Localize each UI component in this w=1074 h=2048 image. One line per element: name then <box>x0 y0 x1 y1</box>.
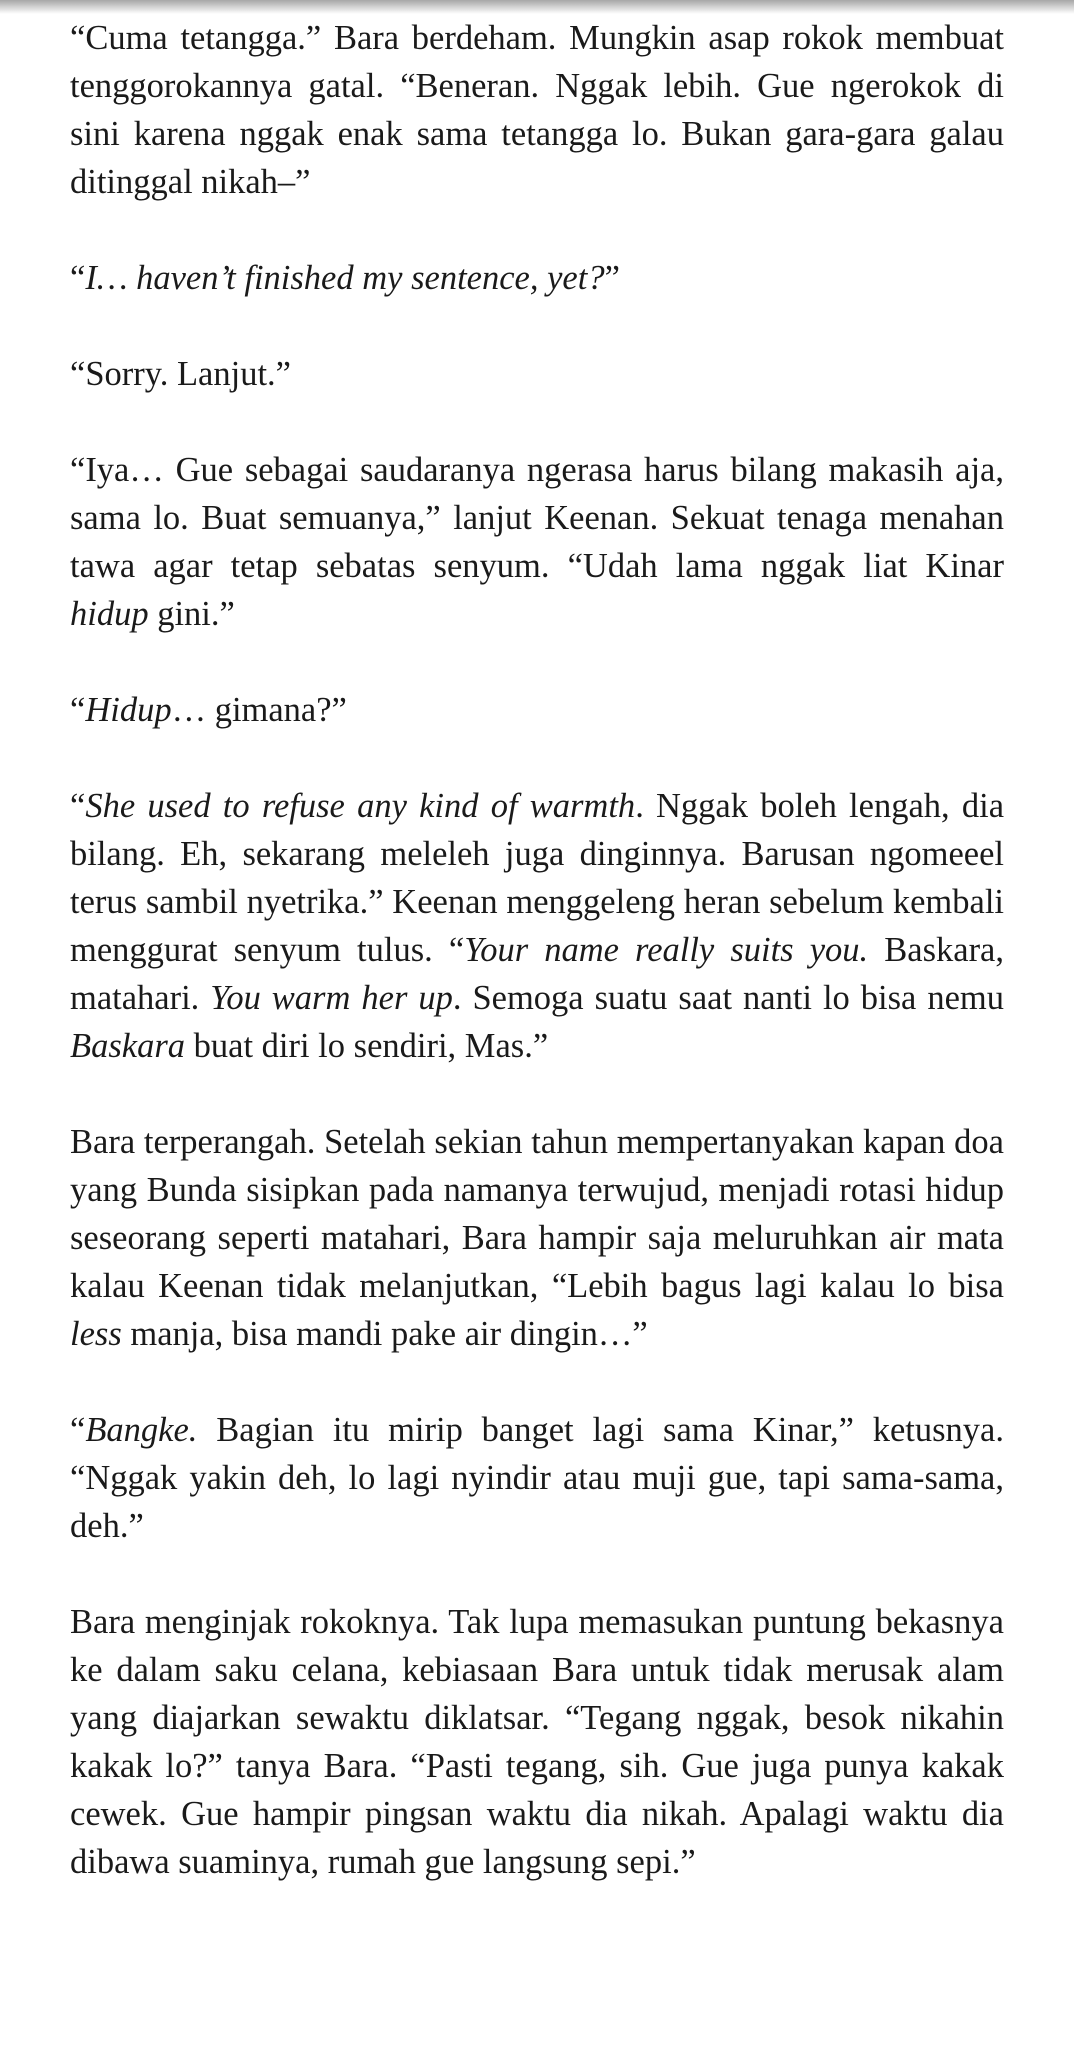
story-paragraph <box>70 254 1004 302</box>
text-run: “Cuma tetangga.” Bara berdeham. Mungkin asap rokok membuat tenggorokannya gatal. “Beneran. Nggak lebih. Gue ngerokok di sini karena nggak enak sama tetangga lo. Bukan gara-gara galau ditinggal nikah–” <box>70 19 1004 201</box>
story-paragraph <box>70 350 1004 398</box>
text-run: “ <box>70 1411 86 1449</box>
story-paragraph <box>70 686 1004 734</box>
italic-text-run: Hidup <box>85 691 172 729</box>
text-run: . Nggak boleh lengah, dia bilang. Eh, sekarang meleleh juga dinginnya. Barusan ngomeeel terus sambil nyetrika.” Keenan menggeleng heran sebelum kembali menggurat senyum tulus. “ <box>70 787 1005 969</box>
text-run: … gimana?” <box>171 691 347 729</box>
italic-text-run: Bangke. <box>85 1411 198 1449</box>
text-run: . Semoga suatu saat nanti lo bisa nemu <box>452 979 1004 1017</box>
text-run: Bara terperangah. Setelah sekian tahun mempertanyakan kapan doa yang Bunda sisipkan pada namanya terwujud, menjadi rotasi hidup seseorang seperti matahari, Bara hampir saja meluruhkan air mata kalau Keenan tidak melanjutkan, “Lebih bagus lagi kalau lo bisa <box>70 1123 1004 1305</box>
top-edge-shadow <box>0 0 1074 14</box>
story-paragraph <box>70 446 1004 638</box>
text-run: “Iya… Gue sebagai saudaranya ngerasa harus bilang makasih aja, sama lo. Buat semuanya,” lanjut Keenan. Sekuat tenaga menahan tawa agar tetap sebatas senyum. “Udah lama nggak liat Kinar <box>70 451 1004 585</box>
story-paragraph <box>70 1598 1004 1886</box>
text-run: “Sorry. Lanjut.” <box>70 355 291 393</box>
text-run: “ <box>70 259 86 297</box>
text-run: “ <box>70 787 86 825</box>
text-run: gini.” <box>148 595 235 633</box>
italic-text-run: hidup <box>70 595 149 633</box>
story-paragraph <box>70 782 1004 1070</box>
italic-text-run: I… haven’t finished my sentence, yet? <box>85 259 605 297</box>
story-paragraph <box>70 1406 1004 1550</box>
text-run: Bara menginjak rokoknya. Tak lupa memasukan puntung bekasnya ke dalam saku celana, kebiasaan Bara untuk tidak merusak alam yang diajarkan sewaktu diklatsar. “Tegang nggak, besok nikahin kakak lo?” tanya Bara. “Pasti tegang, sih. Gue juga punya kakak cewek. Gue hampir pingsan waktu dia nikah. Apalagi waktu dia dibawa suaminya, rumah gue langsung sepi.” <box>70 1603 1004 1881</box>
reading-pane[interactable] <box>70 14 1004 1886</box>
story-paragraph <box>70 1118 1004 1358</box>
italic-text-run: Your name really suits you. <box>464 931 869 969</box>
text-run: “ <box>70 691 86 729</box>
italic-text-run: less <box>70 1315 122 1353</box>
story-paragraph <box>70 14 1004 206</box>
italic-text-run: You warm her up <box>210 979 453 1017</box>
text-run: buat diri lo sendiri, Mas.” <box>185 1027 549 1065</box>
text-run: ” <box>604 259 620 297</box>
text-run: Bagian itu mirip banget lagi sama Kinar,” ketusnya. “Nggak yakin deh, lo lagi nyindir atau muji gue, tapi sama-sama, deh.” <box>70 1411 1004 1545</box>
italic-text-run: Baskara <box>70 1027 185 1065</box>
text-run: manja, bisa mandi pake air dingin…” <box>121 1315 648 1353</box>
italic-text-run: She used to refuse any kind of warmth <box>85 787 636 825</box>
text-run: Baskara, matahari. <box>70 931 1004 1017</box>
